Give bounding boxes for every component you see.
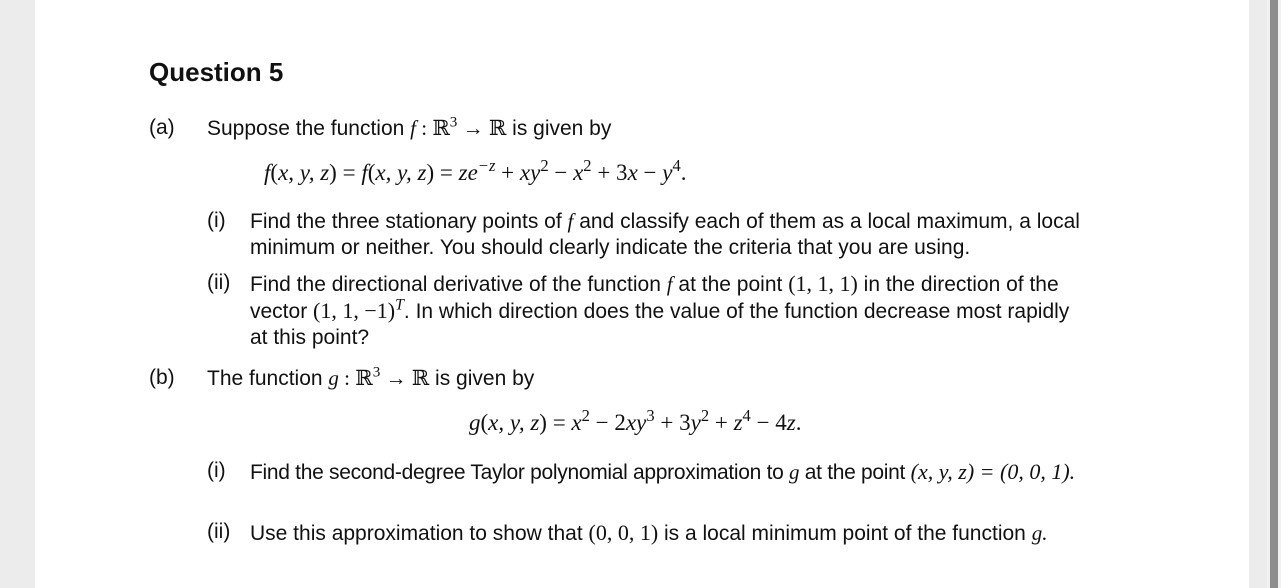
part-b-sub-ii-text-a: Use this approximation to show that xyxy=(250,522,589,545)
part-a-sub-i-line-1 xyxy=(250,209,1080,234)
part-b-intro-text-2: is given by xyxy=(429,367,535,390)
part-a-intro-math: f : ℝ$^3$ → ℝ xyxy=(410,114,507,140)
part-b-intro-math: g : ℝ$^3$ → ℝ xyxy=(328,364,430,390)
question-title: Question 5 xyxy=(149,57,284,87)
part-a-sub-i-math: f xyxy=(567,209,574,233)
part-a-sub-ii-text-c: in the direction of the xyxy=(857,273,1059,296)
part-b-intro-text-1: The function xyxy=(207,367,329,390)
part-b-sub-i-label: (i) xyxy=(207,459,226,482)
part-b-label: (b) xyxy=(149,366,175,389)
part-b-sub-ii-text-b: is a local minimum point of the function xyxy=(658,522,1032,545)
part-a-label: (a) xyxy=(149,116,175,139)
part-a-sub-i-text-a: Find the three stationary points of xyxy=(250,210,568,233)
part-b-equation: g(x, y, $z) = x^2 - 2xy^3 + 3y^2 + z^4 - 4z$. xyxy=(469,405,802,435)
part-b-sub-ii-point: (0, 0, 1) xyxy=(588,520,659,545)
part-b-sub-i-line xyxy=(250,459,1075,485)
scrollbar-thumb[interactable] xyxy=(1270,0,1278,588)
part-b-intro xyxy=(207,366,534,391)
part-a-sub-ii-math-1: f xyxy=(666,272,673,296)
part-a-sub-ii-line-3: at this point? xyxy=(250,326,370,349)
part-a-sub-ii-text-e: . In which direction does the value of the function decrease most rapidly xyxy=(403,300,1070,323)
part-a-sub-ii-text-d: vector xyxy=(250,300,314,323)
part-a-intro xyxy=(207,116,611,141)
part-a-intro-text-1: Suppose the function xyxy=(207,117,411,140)
part-b-sub-i-math-g: g xyxy=(789,460,800,484)
part-b-sub-i-point: (x, y, z) = (0, 0, 1). xyxy=(910,459,1076,484)
part-a-sub-ii-text-b: at the point xyxy=(672,273,789,296)
vertical-scrollbar[interactable] xyxy=(1267,0,1281,588)
part-b-sub-i-text-a: Find the second-degree Taylor polynomial approximation to xyxy=(250,461,790,484)
part-b-sub-ii-label: (ii) xyxy=(207,520,231,543)
part-a-sub-ii-label: (ii) xyxy=(207,271,231,294)
document-page xyxy=(35,0,1249,588)
part-a-intro-text-2: is given by xyxy=(506,117,612,140)
part-a-sub-ii-vector-transpose: T xyxy=(395,296,404,314)
part-a-sub-i-line-2: minimum or neither. You should clearly indicate the criteria that you are using. xyxy=(250,236,971,259)
part-a-sub-ii-text-a: Find the directional derivative of the function xyxy=(250,273,667,296)
part-b-sub-ii-math-g: g. xyxy=(1031,521,1048,545)
part-a-sub-i-label: (i) xyxy=(207,209,226,232)
part-a-sub-ii-point: (1, 1, 1) xyxy=(788,271,858,296)
part-a-sub-i-text-b: and classify each of them as a local maximum, a local xyxy=(573,210,1080,233)
part-b-sub-ii-line xyxy=(250,520,1047,546)
part-a-sub-ii-line-2 xyxy=(250,298,1069,324)
part-a-sub-ii-line-1 xyxy=(250,271,1059,297)
part-a-sub-ii-vector-body: (1, 1, −1) xyxy=(313,298,396,323)
part-a-sub-ii-vector xyxy=(313,298,404,323)
part-b-sub-i-text-b: at the point xyxy=(799,461,911,484)
part-a-equation: f(x, y, z) = f(x, y, $z) = ze^{-z} + xy^2 - x^2 + 3x - y^4$. xyxy=(264,155,687,185)
